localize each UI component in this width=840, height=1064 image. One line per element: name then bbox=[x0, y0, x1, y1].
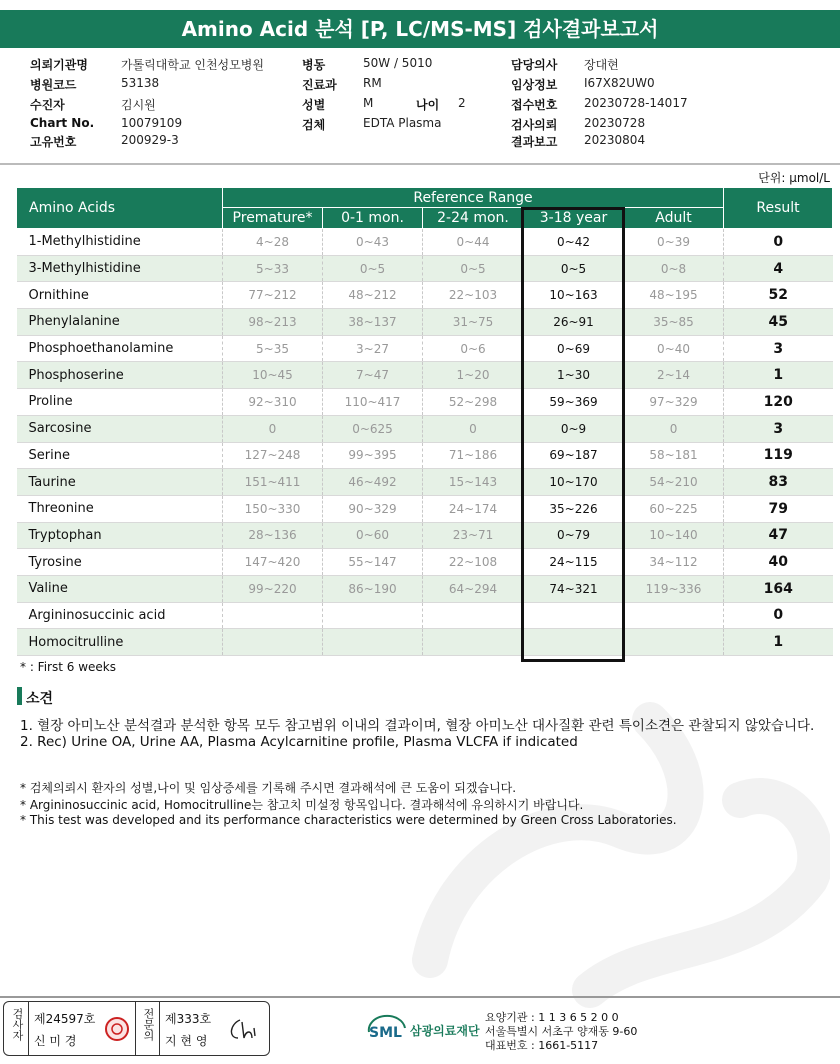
cell-y318: 0~79 bbox=[524, 522, 624, 549]
org-name: 삼광의료재단 bbox=[410, 1024, 480, 1038]
cell-result: 45 bbox=[724, 309, 833, 336]
header-result: Result bbox=[724, 188, 833, 229]
cell-pre: 99~220 bbox=[223, 575, 323, 602]
info-label: 담당의사 bbox=[511, 58, 558, 72]
cell-adult: 0~39 bbox=[624, 229, 724, 256]
contact-line-2: 서울특별시 서초구 양재동 9-60 bbox=[485, 1025, 638, 1038]
cell-m01: 48~212 bbox=[323, 282, 423, 309]
cell-adult: 0~8 bbox=[624, 255, 724, 282]
cell-y318: 10~170 bbox=[524, 469, 624, 496]
cell-result: 120 bbox=[724, 389, 833, 416]
divider bbox=[135, 1002, 136, 1055]
table-row bbox=[17, 255, 833, 282]
cell-pre: 150~330 bbox=[223, 495, 323, 522]
cell-result: 52 bbox=[724, 282, 833, 309]
cell-adult: 54~210 bbox=[624, 469, 724, 496]
age-label: 나이 bbox=[416, 98, 440, 112]
info-label: 접수번호 bbox=[511, 98, 558, 112]
cell-y318: 0~9 bbox=[524, 415, 624, 442]
info-label: 성별 bbox=[302, 98, 326, 112]
inspector-name: 신 미 경 bbox=[34, 1034, 77, 1048]
info-label: Chart No. bbox=[30, 116, 95, 130]
findings-title: 소견 bbox=[26, 691, 54, 707]
reviewer-name: 지 현 영 bbox=[165, 1034, 208, 1048]
table-row bbox=[17, 522, 833, 549]
cell-pre: 92~310 bbox=[223, 389, 323, 416]
cell-m01: 110~417 bbox=[323, 389, 423, 416]
logo-text: SML bbox=[369, 1025, 402, 1041]
info-label: 병동 bbox=[302, 58, 326, 72]
cell-m224: 71~186 bbox=[423, 442, 524, 469]
info-label: 병원코드 bbox=[30, 78, 77, 92]
table-row bbox=[17, 495, 833, 522]
cell-y318: 0~42 bbox=[524, 229, 624, 256]
cell-pre: 0 bbox=[223, 415, 323, 442]
cell-pre bbox=[223, 602, 323, 629]
cell-pre: 98~213 bbox=[223, 309, 323, 336]
cell-adult: 35~85 bbox=[624, 309, 724, 336]
note-1: * 검체의뢰시 환자의 성별,나이 및 임상증세를 기록해 주시면 결과해석에 큰 도움이 되겠습니다. bbox=[20, 781, 517, 795]
header-premature: Premature* bbox=[223, 208, 323, 229]
cell-m01: 0~43 bbox=[323, 229, 423, 256]
info-value: 20230728 bbox=[584, 116, 646, 130]
cell-result: 3 bbox=[724, 415, 833, 442]
cell-name: Sarcosine bbox=[17, 415, 223, 442]
info-value: 200929-3 bbox=[121, 133, 179, 147]
note-2: * Argininosuccinic acid, Homocitrulline는 참고치 미설정 항목입니다. 결과해석에 유의하시기 바랍니다. bbox=[20, 798, 584, 812]
inspector-license: 제24597호 bbox=[34, 1012, 96, 1026]
seal-icon bbox=[104, 1016, 130, 1042]
cell-y318: 26~91 bbox=[524, 309, 624, 336]
table-row bbox=[17, 362, 833, 389]
cell-name: Threonine bbox=[17, 495, 223, 522]
header-reference-range: Reference Range bbox=[223, 188, 724, 208]
footnote: * : First 6 weeks bbox=[20, 660, 116, 674]
note-3: * This test was developed and its performance characteristics were determined by Green Cross Laboratories. bbox=[20, 813, 677, 827]
header-adult: Adult bbox=[624, 208, 724, 229]
cell-m01: 0~5 bbox=[323, 255, 423, 282]
cell-result: 4 bbox=[724, 255, 833, 282]
cell-name: Homocitrulline bbox=[17, 629, 223, 656]
cell-m01: 90~329 bbox=[323, 495, 423, 522]
cell-adult: 48~195 bbox=[624, 282, 724, 309]
cell-m01: 0~625 bbox=[323, 415, 423, 442]
amino-acid-table bbox=[16, 187, 833, 656]
table-row bbox=[17, 549, 833, 576]
cell-name: Argininosuccinic acid bbox=[17, 602, 223, 629]
cell-result: 164 bbox=[724, 575, 833, 602]
cell-pre: 147~420 bbox=[223, 549, 323, 576]
info-label: 고유번호 bbox=[30, 135, 77, 149]
cell-name: Valine bbox=[17, 575, 223, 602]
cell-m224: 0 bbox=[423, 415, 524, 442]
table-row bbox=[17, 629, 833, 656]
cell-result: 3 bbox=[724, 335, 833, 362]
info-value: EDTA Plasma bbox=[363, 116, 442, 130]
table-row bbox=[17, 575, 833, 602]
cell-m224: 52~298 bbox=[423, 389, 524, 416]
table-row bbox=[17, 335, 833, 362]
cell-name: Phenylalanine bbox=[17, 309, 223, 336]
cell-m224 bbox=[423, 602, 524, 629]
cell-y318: 59~369 bbox=[524, 389, 624, 416]
cell-m01: 0~60 bbox=[323, 522, 423, 549]
cell-adult: 97~329 bbox=[624, 389, 724, 416]
divider bbox=[0, 163, 840, 165]
cell-name: Ornithine bbox=[17, 282, 223, 309]
cell-m224: 31~75 bbox=[423, 309, 524, 336]
header-amino-acids: Amino Acids bbox=[17, 188, 223, 229]
cell-pre: 5~35 bbox=[223, 335, 323, 362]
cell-m224: 1~20 bbox=[423, 362, 524, 389]
cell-m01: 86~190 bbox=[323, 575, 423, 602]
cell-pre: 77~212 bbox=[223, 282, 323, 309]
cell-adult bbox=[624, 602, 724, 629]
cell-y318: 69~187 bbox=[524, 442, 624, 469]
cell-result: 1 bbox=[724, 362, 833, 389]
info-value: 20230804 bbox=[584, 133, 646, 147]
cell-result: 40 bbox=[724, 549, 833, 576]
cell-m01: 46~492 bbox=[323, 469, 423, 496]
footer-divider bbox=[0, 996, 840, 998]
section-marker bbox=[17, 687, 22, 705]
signature-box bbox=[3, 1001, 270, 1056]
cell-y318: 35~226 bbox=[524, 495, 624, 522]
table-row bbox=[17, 469, 833, 496]
cell-y318: 74~321 bbox=[524, 575, 624, 602]
cell-name: Phosphoserine bbox=[17, 362, 223, 389]
cell-name: Tryptophan bbox=[17, 522, 223, 549]
header-0-1-mon: 0-1 mon. bbox=[323, 208, 423, 229]
cell-adult: 60~225 bbox=[624, 495, 724, 522]
signature-icon bbox=[226, 1014, 262, 1044]
table-row bbox=[17, 282, 833, 309]
cell-adult: 34~112 bbox=[624, 549, 724, 576]
cell-adult: 119~336 bbox=[624, 575, 724, 602]
cell-name: Proline bbox=[17, 389, 223, 416]
table-row bbox=[17, 442, 833, 469]
contact-line-1: 요양기관 : 1 1 3 6 5 2 0 0 bbox=[485, 1011, 619, 1024]
info-label: 검체 bbox=[302, 118, 326, 132]
cell-y318: 0~69 bbox=[524, 335, 624, 362]
table-row bbox=[17, 602, 833, 629]
table-row bbox=[17, 389, 833, 416]
cell-name: 3-Methylhistidine bbox=[17, 255, 223, 282]
cell-m01: 55~147 bbox=[323, 549, 423, 576]
info-value: 50W / 5010 bbox=[363, 56, 433, 70]
cell-pre: 5~33 bbox=[223, 255, 323, 282]
cell-m224: 15~143 bbox=[423, 469, 524, 496]
report-title: Amino Acid 분석 [P, LC/MS-MS] 검사결과보고서 bbox=[0, 10, 840, 48]
inspector-label: 검사자 bbox=[11, 1008, 24, 1041]
info-value: 장대현 bbox=[584, 58, 619, 72]
info-label: 검사의뢰 bbox=[511, 118, 558, 132]
cell-adult: 58~181 bbox=[624, 442, 724, 469]
cell-m01: 7~47 bbox=[323, 362, 423, 389]
info-value: 가톨릭대학교 인천성모병원 bbox=[121, 58, 264, 72]
info-value: 20230728-14017 bbox=[584, 96, 688, 110]
cell-adult: 2~14 bbox=[624, 362, 724, 389]
cell-adult bbox=[624, 629, 724, 656]
header-3-18-year: 3-18 year bbox=[524, 208, 624, 229]
reviewer-label: 전문의 bbox=[142, 1008, 155, 1041]
cell-name: Serine bbox=[17, 442, 223, 469]
table-row bbox=[17, 415, 833, 442]
info-value: 김시원 bbox=[121, 98, 156, 112]
cell-name: Phosphoethanolamine bbox=[17, 335, 223, 362]
info-value: I67X82UW0 bbox=[584, 76, 655, 90]
cell-m224: 0~5 bbox=[423, 255, 524, 282]
info-value: 53138 bbox=[121, 76, 160, 90]
cell-pre: 10~45 bbox=[223, 362, 323, 389]
cell-m224: 22~108 bbox=[423, 549, 524, 576]
cell-m224: 0~44 bbox=[423, 229, 524, 256]
cell-y318: 10~163 bbox=[524, 282, 624, 309]
unit-label: 단위: μmol/L bbox=[758, 171, 830, 185]
cell-adult: 10~140 bbox=[624, 522, 724, 549]
info-label: 수진자 bbox=[30, 98, 65, 112]
cell-m01 bbox=[323, 602, 423, 629]
cell-adult: 0 bbox=[624, 415, 724, 442]
info-label: 의뢰기관명 bbox=[30, 58, 88, 72]
cell-m224: 23~71 bbox=[423, 522, 524, 549]
cell-m01: 99~395 bbox=[323, 442, 423, 469]
cell-m224: 24~174 bbox=[423, 495, 524, 522]
cell-result: 79 bbox=[724, 495, 833, 522]
table-row bbox=[17, 229, 833, 256]
cell-pre: 127~248 bbox=[223, 442, 323, 469]
cell-result: 47 bbox=[724, 522, 833, 549]
reviewer-license: 제333호 bbox=[165, 1012, 212, 1026]
cell-adult: 0~40 bbox=[624, 335, 724, 362]
info-value: RM bbox=[363, 76, 382, 90]
finding-1: 1. 혈장 아미노산 분석결과 분석한 항목 모두 참고범위 이내의 결과이며, 혈장 아미노산 대사질환 관련 특이소견은 관찰되지 않았습니다. bbox=[20, 718, 815, 734]
highlight-box-3-18-year bbox=[521, 207, 625, 662]
info-label: 임상정보 bbox=[511, 78, 558, 92]
cell-name: Tyrosine bbox=[17, 549, 223, 576]
cell-pre: 28~136 bbox=[223, 522, 323, 549]
cell-pre bbox=[223, 629, 323, 656]
divider bbox=[159, 1002, 160, 1055]
cell-name: 1-Methylhistidine bbox=[17, 229, 223, 256]
cell-m01 bbox=[323, 629, 423, 656]
age-value: 2 bbox=[458, 96, 466, 110]
cell-name: Taurine bbox=[17, 469, 223, 496]
sml-logo-icon bbox=[366, 1012, 408, 1046]
divider bbox=[28, 1002, 29, 1055]
info-label: 진료과 bbox=[302, 78, 337, 92]
cell-result: 1 bbox=[724, 629, 833, 656]
cell-result: 0 bbox=[724, 229, 833, 256]
cell-pre: 151~411 bbox=[223, 469, 323, 496]
cell-result: 119 bbox=[724, 442, 833, 469]
info-value: M bbox=[363, 96, 374, 110]
cell-y318: 1~30 bbox=[524, 362, 624, 389]
info-value: 10079109 bbox=[121, 116, 183, 130]
cell-pre: 4~28 bbox=[223, 229, 323, 256]
cell-m01: 38~137 bbox=[323, 309, 423, 336]
header-2-24-mon: 2-24 mon. bbox=[423, 208, 524, 229]
cell-m224: 64~294 bbox=[423, 575, 524, 602]
cell-m01: 3~27 bbox=[323, 335, 423, 362]
finding-2: 2. Rec) Urine OA, Urine AA, Plasma Acylcarnitine profile, Plasma VLCFA if indicated bbox=[20, 734, 578, 750]
info-label: 결과보고 bbox=[511, 135, 558, 149]
cell-result: 0 bbox=[724, 602, 833, 629]
cell-m224 bbox=[423, 629, 524, 656]
cell-y318: 24~115 bbox=[524, 549, 624, 576]
contact-line-3: 대표번호 : 1661-5117 bbox=[485, 1039, 599, 1052]
cell-result: 83 bbox=[724, 469, 833, 496]
cell-m224: 0~6 bbox=[423, 335, 524, 362]
cell-m224: 22~103 bbox=[423, 282, 524, 309]
cell-y318: 0~5 bbox=[524, 255, 624, 282]
table-row bbox=[17, 309, 833, 336]
